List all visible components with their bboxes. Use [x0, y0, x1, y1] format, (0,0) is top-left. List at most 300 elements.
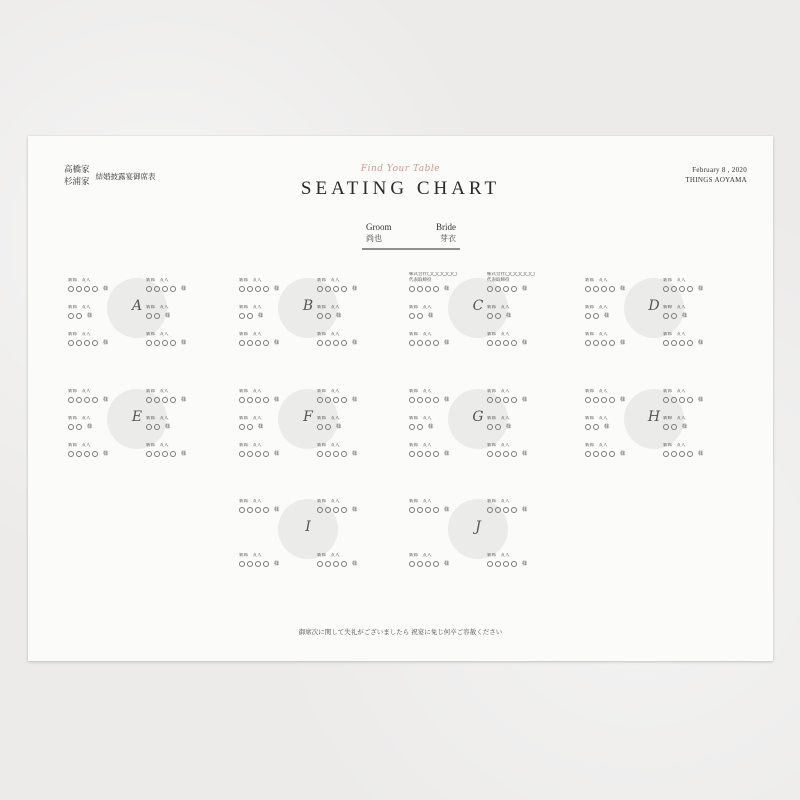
couple-table — [362, 222, 460, 250]
guest-name-placeholder — [84, 340, 90, 346]
guest-name-placeholder — [495, 340, 501, 346]
guest-name-placeholder — [325, 397, 331, 403]
honorific: 様 — [444, 340, 450, 346]
seat-label: 新郎 友人 — [317, 443, 340, 448]
seat-group — [663, 389, 731, 409]
seat-group — [317, 278, 385, 298]
honorific: 様 — [604, 313, 610, 319]
company-name: 株式会社◯◯◯◯◯◯ — [409, 272, 458, 277]
seat-label: 新郎 友人 — [585, 443, 608, 448]
guest-name-placeholder — [154, 397, 160, 403]
guest-row — [487, 450, 555, 457]
guest-name-placeholder — [255, 397, 261, 403]
guest-row — [487, 285, 555, 292]
guest-name-placeholder — [609, 451, 615, 457]
seat-group — [239, 305, 307, 325]
guest-row — [68, 396, 136, 403]
guest-name-placeholder — [503, 286, 509, 292]
table-letter: I — [305, 519, 311, 535]
guest-name-placeholder — [239, 286, 245, 292]
guest-name-placeholder — [317, 451, 323, 457]
guest-name-placeholder — [154, 451, 160, 457]
guest-name-placeholder — [92, 451, 98, 457]
honorific: 様 — [274, 340, 280, 346]
seat-group — [239, 332, 307, 352]
guest-row — [146, 339, 214, 346]
seat-label: 新郎 友人 — [68, 305, 91, 310]
table-g — [409, 389, 547, 469]
honorific: 様 — [258, 424, 264, 430]
seat-label: 新郎 友人 — [585, 278, 608, 283]
seat-label: 新郎 友人 — [68, 416, 91, 421]
seat-label: 新郎 友人 — [317, 332, 340, 337]
honorific: 様 — [336, 424, 342, 430]
guest-name-placeholder — [593, 286, 599, 292]
guest-row — [146, 423, 214, 430]
seat-label: 新婦 友人 — [663, 305, 686, 310]
honorific: 様 — [522, 286, 528, 292]
guest-name-placeholder — [585, 397, 591, 403]
guest-name-placeholder — [433, 561, 439, 567]
guest-name-placeholder — [146, 451, 152, 457]
guest-name-placeholder — [255, 340, 261, 346]
guest-name-placeholder — [341, 451, 347, 457]
table-i — [239, 499, 377, 579]
guest-name-placeholder — [76, 340, 82, 346]
honorific: 様 — [181, 286, 187, 292]
seat-label: 新郎 友人 — [487, 553, 510, 558]
seat-label — [487, 272, 555, 284]
guest-name-placeholder — [511, 397, 517, 403]
guest-name-placeholder — [68, 397, 74, 403]
honorific: 様 — [274, 507, 280, 513]
guest-row — [239, 423, 307, 430]
guest-name-placeholder — [511, 561, 517, 567]
guest-name-placeholder — [671, 313, 677, 319]
guest-name-placeholder — [503, 507, 509, 513]
seat-label: 新郎 友人 — [317, 553, 340, 558]
seat-label: 新郎 友人 — [409, 443, 432, 448]
guest-name-placeholder — [495, 286, 501, 292]
guest-name-placeholder — [341, 286, 347, 292]
guest-name-placeholder — [687, 340, 693, 346]
seat-group — [409, 332, 477, 352]
seat-label: 新郎 友人 — [409, 553, 432, 558]
seat-group — [68, 416, 136, 436]
guest-name-placeholder — [487, 561, 493, 567]
seat-label: 新郎 友人 — [409, 332, 432, 337]
guest-name-placeholder — [92, 340, 98, 346]
guest-name-placeholder — [162, 397, 168, 403]
guest-name-placeholder — [417, 397, 423, 403]
seat-label: 新郎 友人 — [146, 416, 169, 421]
guest-row — [317, 312, 385, 319]
seat-label: 新郎 友人 — [239, 416, 262, 421]
guest-name-placeholder — [585, 340, 591, 346]
guest-name-placeholder — [609, 340, 615, 346]
seat-label — [409, 272, 477, 284]
guest-name-placeholder — [487, 340, 493, 346]
guest-name-placeholder — [663, 286, 669, 292]
seat-group — [409, 416, 477, 436]
guest-row — [487, 312, 555, 319]
honorific: 様 — [620, 397, 626, 403]
honorific: 様 — [352, 340, 358, 346]
guest-name-placeholder — [679, 397, 685, 403]
guest-name-placeholder — [146, 313, 152, 319]
honorific: 様 — [506, 313, 512, 319]
guest-name-placeholder — [325, 451, 331, 457]
guest-name-placeholder — [495, 561, 501, 567]
seat-group — [487, 553, 555, 573]
guest-name-placeholder — [511, 507, 517, 513]
seat-label: 新郎 友人 — [239, 499, 262, 504]
guest-name-placeholder — [495, 397, 501, 403]
seat-label: 新郎 友人 — [487, 443, 510, 448]
guest-name-placeholder — [68, 286, 74, 292]
guest-name-placeholder — [239, 397, 245, 403]
seat-group — [68, 389, 136, 409]
seat-group — [68, 332, 136, 352]
seat-group — [487, 332, 555, 352]
seat-label: 新郎 友人 — [663, 332, 686, 337]
guest-row — [409, 423, 477, 430]
guest-name-placeholder — [247, 313, 253, 319]
honorific: 様 — [444, 561, 450, 567]
guest-name-placeholder — [409, 451, 415, 457]
guest-name-placeholder — [417, 424, 423, 430]
footer-note: 御席次に関して失礼がございましたら 祝宴に免じ何卒ご容赦ください — [298, 628, 503, 636]
seat-group — [317, 553, 385, 573]
honorific: 様 — [444, 451, 450, 457]
seat-group — [663, 332, 731, 352]
guest-name-placeholder — [417, 451, 423, 457]
honorific: 様 — [103, 397, 109, 403]
table-d — [585, 278, 723, 358]
seat-group — [239, 416, 307, 436]
guest-name-placeholder — [68, 451, 74, 457]
guest-name-placeholder — [585, 424, 591, 430]
guest-name-placeholder — [247, 397, 253, 403]
guest-name-placeholder — [487, 286, 493, 292]
guest-row — [409, 560, 477, 567]
honorific: 様 — [181, 397, 187, 403]
guest-name-placeholder — [409, 313, 415, 319]
seat-group — [409, 499, 477, 519]
guest-name-placeholder — [255, 561, 261, 567]
guest-row — [663, 423, 731, 430]
seat-label: 新郎 友人 — [239, 332, 262, 337]
seat-label: 新郎 友人 — [585, 416, 608, 421]
guest-name-placeholder — [663, 451, 669, 457]
guest-name-placeholder — [325, 561, 331, 567]
seat-label: 新郎 友人 — [663, 443, 686, 448]
guest-row — [239, 285, 307, 292]
guest-name-placeholder — [146, 424, 152, 430]
seat-group — [585, 389, 653, 409]
honorific: 様 — [274, 451, 280, 457]
guest-row — [409, 450, 477, 457]
guest-name-placeholder — [239, 561, 245, 567]
honorific: 様 — [336, 313, 342, 319]
seat-group — [663, 278, 731, 298]
guest-row — [146, 312, 214, 319]
guest-name-placeholder — [317, 340, 323, 346]
guest-name-placeholder — [601, 340, 607, 346]
seat-group — [317, 332, 385, 352]
guest-name-placeholder — [679, 451, 685, 457]
table-letter: D — [648, 298, 660, 314]
guest-row — [585, 312, 653, 319]
seat-group — [487, 499, 555, 519]
guest-name-placeholder — [671, 424, 677, 430]
guest-name-placeholder — [68, 340, 74, 346]
guest-name-placeholder — [333, 561, 339, 567]
seat-label: 新郎 友人 — [68, 332, 91, 337]
guest-row — [663, 396, 731, 403]
seat-label: 新郎 友人 — [409, 499, 432, 504]
guest-name-placeholder — [76, 451, 82, 457]
honorific: 様 — [604, 424, 610, 430]
guest-name-placeholder — [76, 424, 82, 430]
guest-name-placeholder — [84, 286, 90, 292]
table-e — [68, 389, 206, 469]
seat-group — [487, 305, 555, 325]
guest-name-placeholder — [687, 397, 693, 403]
guest-name-placeholder — [263, 397, 269, 403]
guest-name-placeholder — [585, 313, 591, 319]
guest-name-placeholder — [333, 286, 339, 292]
honorific: 様 — [274, 286, 280, 292]
guest-name-placeholder — [255, 507, 261, 513]
seat-group — [487, 272, 555, 292]
guest-name-placeholder — [146, 286, 152, 292]
guest-name-placeholder — [317, 424, 323, 430]
guest-name-placeholder — [325, 286, 331, 292]
guest-name-placeholder — [511, 286, 517, 292]
seat-group — [663, 305, 731, 325]
seat-label: 新郎 友人 — [239, 278, 262, 283]
seat-label: 新郎 友人 — [239, 389, 262, 394]
guest-row — [409, 285, 477, 292]
bride-family: 杉浦家 — [64, 177, 90, 187]
guest-name-placeholder — [511, 451, 517, 457]
honorific: 様 — [352, 397, 358, 403]
seat-group — [146, 332, 214, 352]
honorific: 様 — [522, 397, 528, 403]
guest-name-placeholder — [417, 507, 423, 513]
groom-name: 尚也 — [366, 234, 382, 243]
head-table-line — [362, 248, 460, 250]
guest-row — [663, 339, 731, 346]
seat-group — [239, 389, 307, 409]
seat-label: 新郎 友人 — [68, 443, 91, 448]
page-title: SEATING CHART — [300, 178, 501, 199]
seat-label: 新郎 友人 — [585, 389, 608, 394]
company-title: 代表取締役 — [409, 278, 432, 283]
guest-name-placeholder — [601, 397, 607, 403]
honorific: 様 — [506, 424, 512, 430]
guest-name-placeholder — [325, 313, 331, 319]
guest-name-placeholder — [585, 286, 591, 292]
honorific: 様 — [87, 424, 93, 430]
seat-group — [68, 443, 136, 463]
guest-name-placeholder — [679, 286, 685, 292]
table-letter: E — [131, 409, 143, 425]
guest-row — [239, 339, 307, 346]
guest-name-placeholder — [333, 397, 339, 403]
table-letter: F — [303, 409, 313, 425]
guest-name-placeholder — [154, 340, 160, 346]
company-name: 株式会社◯◯◯◯◯◯ — [487, 272, 536, 277]
guest-name-placeholder — [425, 286, 431, 292]
guest-row — [585, 450, 653, 457]
seat-label: 新婦 友人 — [663, 416, 686, 421]
guest-name-placeholder — [433, 451, 439, 457]
honorific: 様 — [682, 424, 688, 430]
guest-name-placeholder — [409, 286, 415, 292]
honorific: 様 — [522, 340, 528, 346]
seat-group — [487, 443, 555, 463]
table-c — [409, 272, 547, 358]
guest-name-placeholder — [84, 451, 90, 457]
guest-name-placeholder — [317, 507, 323, 513]
honorific: 様 — [274, 561, 280, 567]
seat-label: 新郎 友人 — [487, 305, 510, 310]
seat-group — [409, 443, 477, 463]
seat-label: 新郎 友人 — [487, 416, 510, 421]
seat-label: 新郎 友人 — [409, 416, 432, 421]
guest-name-placeholder — [263, 340, 269, 346]
seat-group — [68, 278, 136, 298]
table-a — [68, 278, 206, 358]
guest-name-placeholder — [593, 313, 599, 319]
guest-name-placeholder — [593, 451, 599, 457]
guest-name-placeholder — [317, 286, 323, 292]
guest-name-placeholder — [425, 451, 431, 457]
guest-name-placeholder — [239, 451, 245, 457]
honorific: 様 — [444, 286, 450, 292]
header-right — [685, 165, 747, 185]
guest-name-placeholder — [84, 397, 90, 403]
table-letter: B — [302, 298, 314, 314]
guest-name-placeholder — [255, 286, 261, 292]
guest-row — [146, 285, 214, 292]
guest-name-placeholder — [487, 313, 493, 319]
table-letter: A — [131, 298, 143, 314]
guest-name-placeholder — [495, 313, 501, 319]
seat-label: 新郎 友人 — [487, 332, 510, 337]
guest-row — [409, 506, 477, 513]
table-b — [239, 278, 377, 358]
guest-name-placeholder — [687, 286, 693, 292]
guest-name-placeholder — [247, 507, 253, 513]
table-f — [239, 389, 377, 469]
table-j — [409, 499, 547, 579]
seat-group — [146, 416, 214, 436]
honorific: 様 — [698, 340, 704, 346]
guest-name-placeholder — [170, 286, 176, 292]
guest-row — [487, 506, 555, 513]
guest-name-placeholder — [239, 507, 245, 513]
guest-name-placeholder — [409, 507, 415, 513]
guest-name-placeholder — [487, 424, 493, 430]
guest-row — [239, 312, 307, 319]
honorific: 様 — [103, 340, 109, 346]
honorific: 様 — [87, 313, 93, 319]
seat-group — [317, 443, 385, 463]
guest-name-placeholder — [409, 424, 415, 430]
guest-row — [663, 312, 731, 319]
seat-label: 新郎 友人 — [409, 305, 432, 310]
guest-name-placeholder — [503, 340, 509, 346]
guest-row — [317, 423, 385, 430]
guest-name-placeholder — [247, 561, 253, 567]
guest-name-placeholder — [263, 507, 269, 513]
guest-name-placeholder — [503, 397, 509, 403]
guest-row — [146, 450, 214, 457]
honorific: 様 — [698, 286, 704, 292]
guest-name-placeholder — [239, 340, 245, 346]
guest-name-placeholder — [679, 340, 685, 346]
honorific: 様 — [620, 286, 626, 292]
seat-group — [317, 389, 385, 409]
guest-name-placeholder — [325, 340, 331, 346]
seat-group — [409, 389, 477, 409]
guest-row — [409, 339, 477, 346]
guest-row — [487, 423, 555, 430]
guest-name-placeholder — [425, 397, 431, 403]
honorific: 様 — [274, 397, 280, 403]
guest-row — [487, 560, 555, 567]
guest-name-placeholder — [433, 507, 439, 513]
guest-row — [68, 450, 136, 457]
seat-label: 新郎 友人 — [487, 389, 510, 394]
table-letter: J — [475, 519, 481, 535]
guest-name-placeholder — [671, 397, 677, 403]
seat-label: 新郎 友人 — [317, 416, 340, 421]
guest-name-placeholder — [263, 561, 269, 567]
seat-group — [239, 553, 307, 573]
guest-name-placeholder — [409, 340, 415, 346]
guest-name-placeholder — [409, 561, 415, 567]
script-title: Find Your Table — [360, 164, 441, 174]
guest-name-placeholder — [68, 313, 74, 319]
seat-group — [146, 278, 214, 298]
honorific: 様 — [181, 451, 187, 457]
guest-name-placeholder — [333, 507, 339, 513]
table-letter: C — [472, 298, 484, 314]
seat-group — [317, 305, 385, 325]
guest-row — [585, 285, 653, 292]
seat-label: 新郎 友人 — [663, 278, 686, 283]
guest-name-placeholder — [495, 451, 501, 457]
guest-name-placeholder — [154, 286, 160, 292]
guest-name-placeholder — [417, 313, 423, 319]
seat-group — [585, 305, 653, 325]
honorific: 様 — [682, 313, 688, 319]
guest-row — [317, 560, 385, 567]
guest-name-placeholder — [170, 397, 176, 403]
guest-name-placeholder — [333, 340, 339, 346]
groom-label: Groom — [366, 222, 392, 232]
honorific: 様 — [698, 397, 704, 403]
guest-name-placeholder — [325, 507, 331, 513]
seat-label: 新郎 友人 — [585, 332, 608, 337]
guest-name-placeholder — [76, 313, 82, 319]
groom-family: 高橋家 — [64, 165, 90, 175]
seat-label: 新郎 友人 — [409, 389, 432, 394]
